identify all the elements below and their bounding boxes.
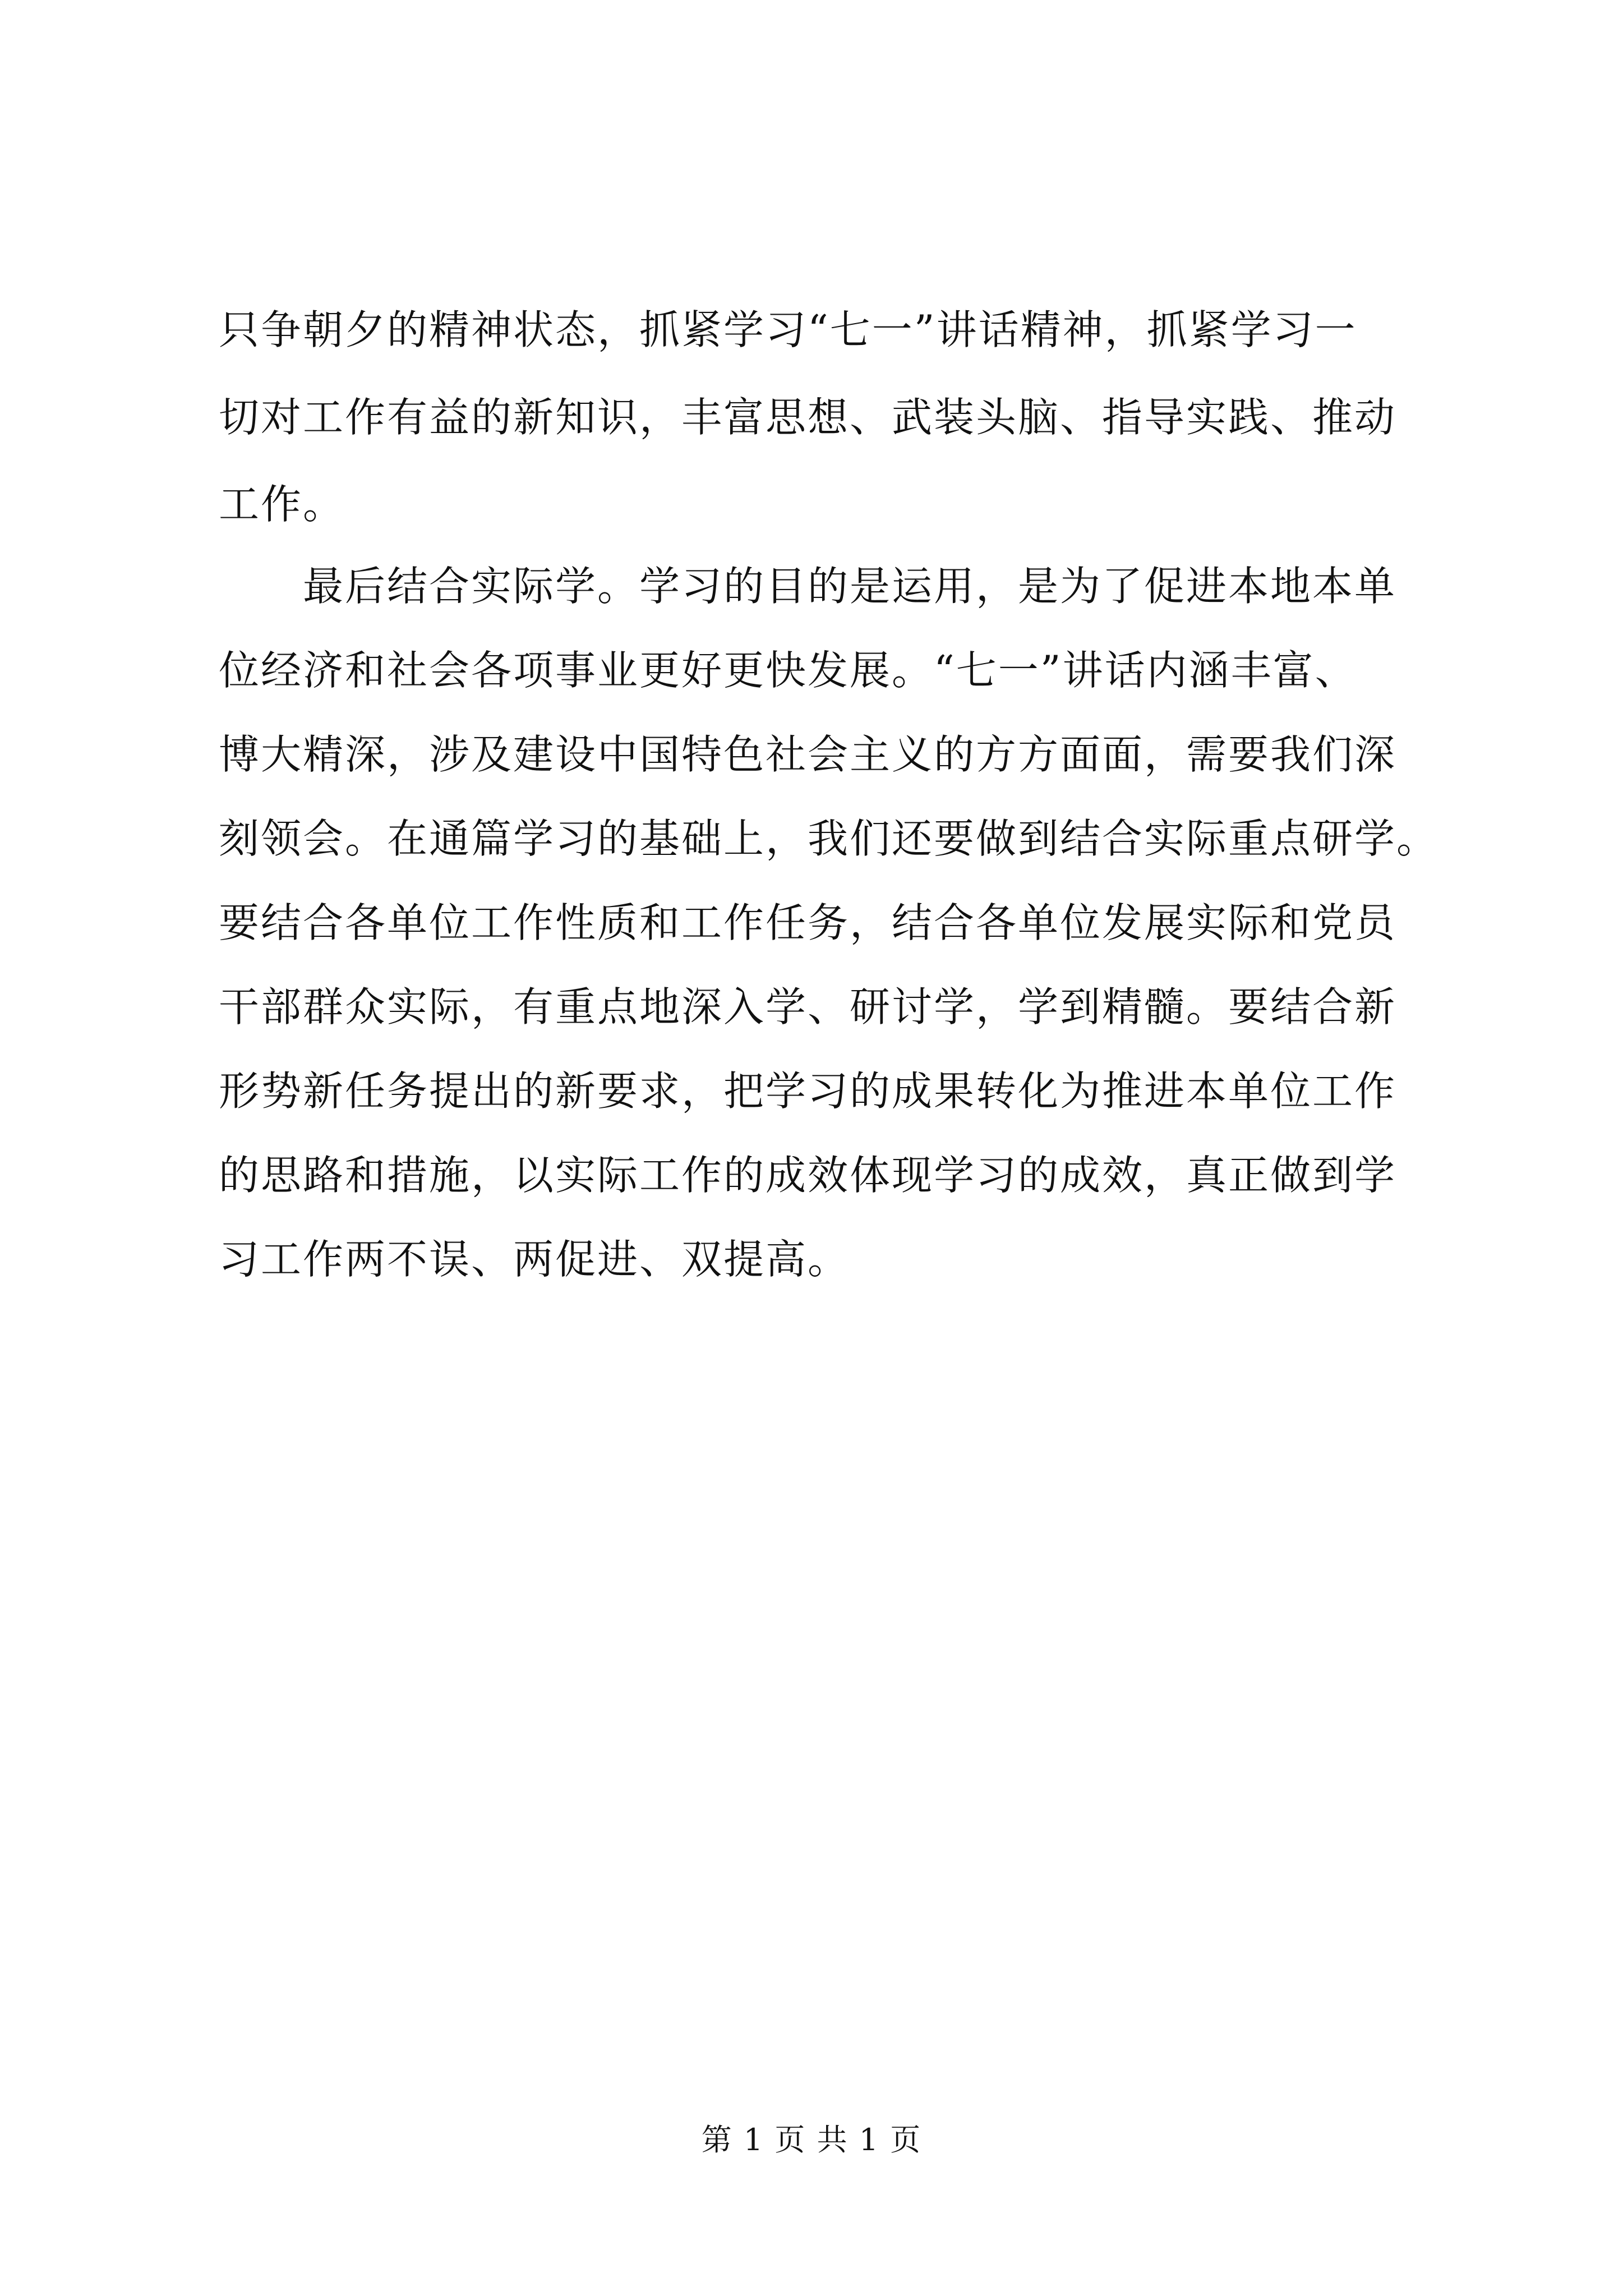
text-line-5: 位经济和社会各项事业更好更快发展。“七一”讲话内涵丰富、: [219, 647, 1357, 694]
text-line-1: 只争朝夕的精神状态，抓紧学习“七一”讲话精神，抓紧学习一: [219, 306, 1357, 353]
text-line-4: 最后结合实际学。学习的目的是运用，是为了促进本地本单: [303, 563, 1397, 610]
page-footer: 第 1 页 共 1 页: [701, 2122, 922, 2157]
text-line-2: 切对工作有益的新知识，丰富思想、武装头脑、指导实践、推动: [219, 394, 1397, 441]
text-line-10: 形势新任务提出的新要求，把学习的成果转化为推进本单位工作: [219, 1068, 1397, 1115]
text-line-9: 干部群众实际，有重点地深入学、研讨学，学到精髓。要结合新: [219, 983, 1397, 1030]
text-line-6: 博大精深，涉及建设中国特色社会主义的方方面面，需要我们深: [219, 731, 1397, 778]
text-line-7: 刻领会。在通篇学习的基础上，我们还要做到结合实际重点研学。: [219, 815, 1439, 862]
text-line-11: 的思路和措施，以实际工作的成效体现学习的成效，真正做到学: [219, 1152, 1397, 1199]
text-line-3: 工作。: [219, 481, 345, 528]
text-line-8: 要结合各单位工作性质和工作任务，结合各单位发展实际和党员: [219, 899, 1397, 946]
text-line-12: 习工作两不误、两促进、双提高。: [219, 1236, 850, 1283]
